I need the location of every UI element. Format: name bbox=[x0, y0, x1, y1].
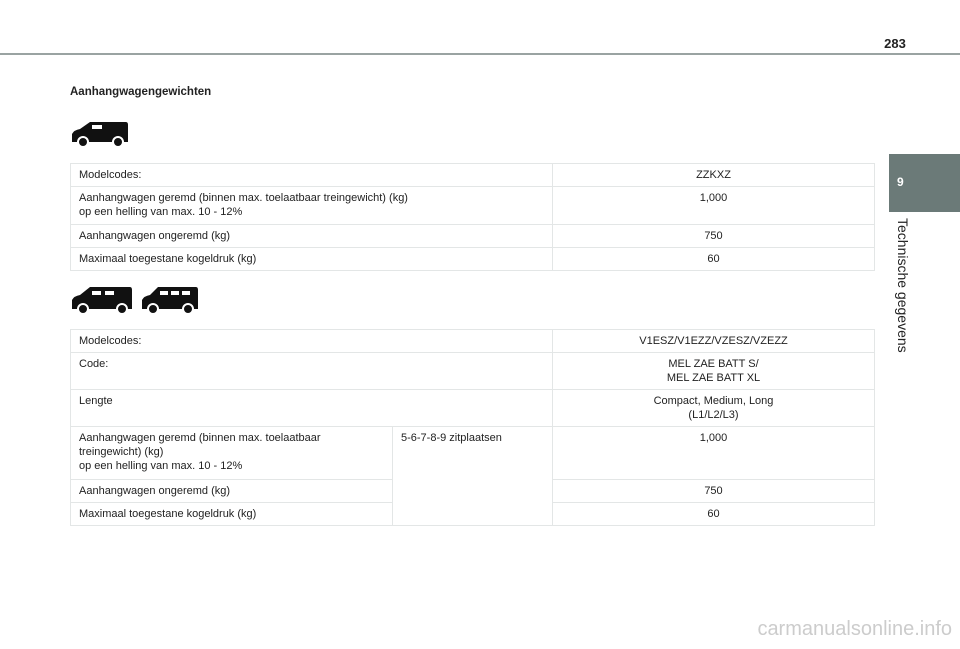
table-row: Modelcodes: V1ESZ/V1EZZ/VZESZ/VZEZZ bbox=[71, 330, 875, 353]
trailer-weights-table-2 bbox=[70, 329, 875, 526]
page-number: 283 bbox=[884, 36, 906, 51]
medium-van-icon bbox=[70, 285, 134, 315]
table-row: Aanhangwagen ongeremd (kg) 750 bbox=[71, 480, 875, 503]
watermark: carmanualsonline.info bbox=[757, 618, 952, 640]
table-row: Aanhangwagen geremd (binnen max. toelaatbaar treingewicht) (kg) op een helling van max. 10 - 12% 5-6-7-8-9 zitplaatsen 1,000 bbox=[71, 427, 875, 480]
chapter-tab[interactable] bbox=[889, 154, 960, 212]
compact-van-icon bbox=[70, 120, 132, 148]
table-row: Aanhangwagen geremd (binnen max. toelaatbaar treingewicht) (kg) op een helling van max. 10 - 12% 1,000 bbox=[71, 187, 875, 225]
long-van-icon bbox=[140, 285, 200, 315]
section-title: Aanhangwagengewichten bbox=[70, 86, 212, 98]
table-row: Modelcodes: ZZKXZ bbox=[71, 164, 875, 187]
header-divider bbox=[0, 53, 960, 55]
table-row: Maximaal toegestane kogeldruk (kg) 60 bbox=[71, 248, 875, 271]
table-row: Code: MEL ZAE BATT S/ MEL ZAE BATT XL bbox=[71, 353, 875, 390]
table-row: Lengte Compact, Medium, Long (L1/L2/L3) bbox=[71, 390, 875, 427]
table-row: Maximaal toegestane kogeldruk (kg) 60 bbox=[71, 503, 875, 526]
chapter-label: Technische gegevens bbox=[895, 218, 911, 353]
trailer-weights-table-1 bbox=[70, 163, 875, 271]
seats-cell: 5-6-7-8-9 zitplaatsen bbox=[393, 427, 553, 526]
chapter-number: 9 bbox=[897, 175, 904, 189]
table-row: Aanhangwagen ongeremd (kg) 750 bbox=[71, 225, 875, 248]
